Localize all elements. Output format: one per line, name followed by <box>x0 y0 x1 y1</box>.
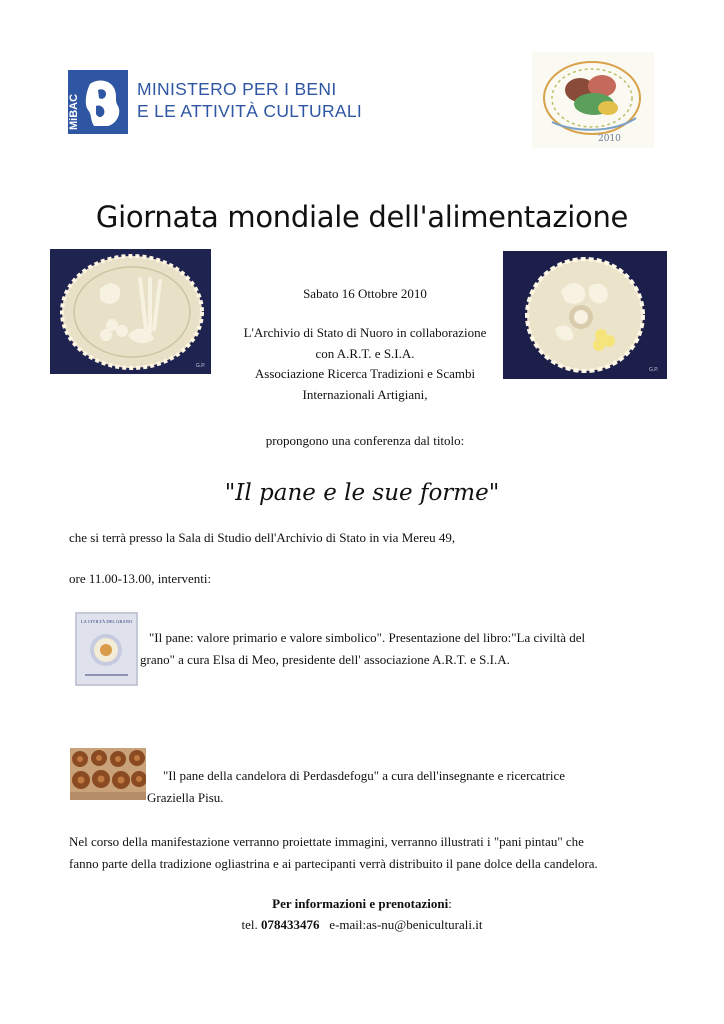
emblem-year: 2010 <box>598 134 621 144</box>
info-heading <box>0 896 724 912</box>
tel-label: tel. <box>241 917 258 932</box>
email-label: e-mail: <box>329 917 367 932</box>
organizer-line: L'Archivio di Stato di Nuoro in collaborazione <box>243 325 487 340</box>
organizer-block <box>200 323 530 405</box>
talk-1-line-1: "Il pane: valore primario e valore simbolico". Presentazione del libro:"La civiltà del <box>149 630 586 645</box>
photo-left-caption: G.P. <box>196 363 206 369</box>
venue-text: che si terrà presso la Sala di Studio dell'Archivio di Stato in via Mereu 49, <box>69 530 456 545</box>
talk-2-line-2: Graziella Pisu. <box>147 790 224 805</box>
talk-1-line-2: grano" a cura Elsa di Meo, presidente dell' associazione A.R.T. e S.I.A. <box>140 652 510 667</box>
book-cover-title: LA CIVILTÀ DEL GRANO <box>80 619 133 624</box>
talk-2-text <box>147 765 667 809</box>
ministry-line-2: E LE ATTIVITÀ CULTURALI <box>137 101 363 121</box>
talk-1-text <box>140 627 660 671</box>
book-cover-thumbnail <box>75 612 138 686</box>
photo-right-caption: G.P. <box>649 367 659 373</box>
mibac-logo <box>68 70 128 134</box>
event-date: Sabato 16 Ottobre 2010 <box>303 286 427 301</box>
info-heading-text: Per informazioni e prenotazioni <box>272 896 449 911</box>
final-note-line-1: Nel corso della manifestazione verranno proiettate immagini, verranno illustrati i "pani pintau" che <box>69 834 584 849</box>
final-note-line-2: fanno parte della tradizione ogliastrina e ai partecipanti verrà distribuito il pane dolce della candelora. <box>69 856 598 871</box>
ministry-name <box>137 78 362 122</box>
contact-line <box>0 917 724 933</box>
time-text: ore 11.00-13.00, interventi: <box>69 571 212 586</box>
email-address[interactable]: as-nu@beniculturali.it <box>366 917 483 932</box>
page-title: Giornata mondiale dell'alimentazione <box>95 200 629 234</box>
talk-2-line-1: "Il pane della candelora di Perdasdefogu" a cura dell'insegnante e ricercatrice <box>163 768 566 783</box>
organizer-line: Internazionali Artigiani, <box>302 386 428 402</box>
organizer-line: Associazione Ricerca Tradizioni e Scambi <box>254 366 476 381</box>
phone-number: 078433476 <box>261 917 320 932</box>
event-emblem-logo <box>532 52 654 148</box>
conference-title: "Il pane e le sue forme" <box>224 480 500 506</box>
conference-intro: propongono una conferenza dal titolo: <box>265 433 465 448</box>
final-note <box>69 831 669 875</box>
info-heading-colon: : <box>448 896 452 911</box>
organizer-line: con A.R.T. e S.I.A. <box>315 345 415 361</box>
ministry-line-1: MINISTERO PER I BENI <box>137 79 337 99</box>
bread-photo-left <box>50 249 211 374</box>
mibac-label: MiBAC <box>68 93 80 130</box>
